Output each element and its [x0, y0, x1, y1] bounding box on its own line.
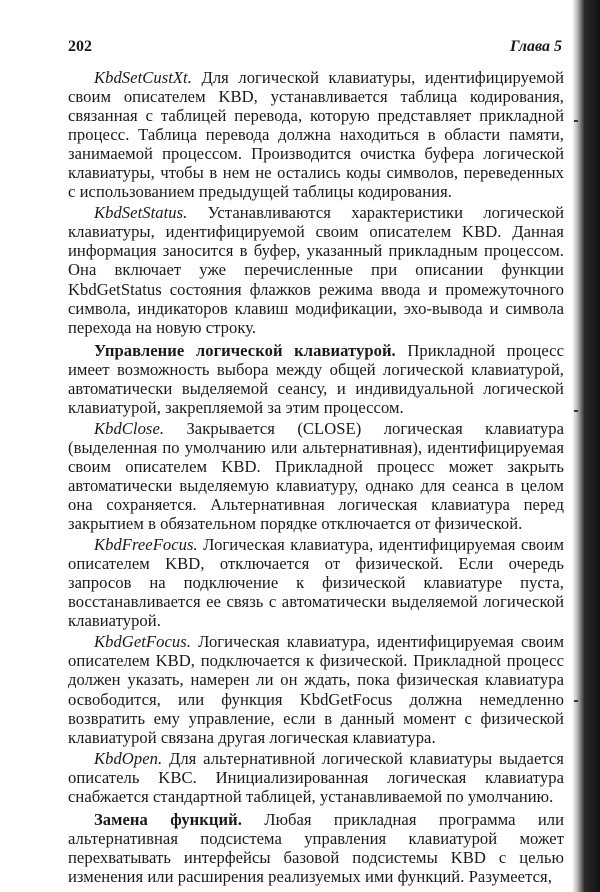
term-kbdclose: KbdClose. — [94, 418, 165, 438]
paragraph-text: Логическая клавиатура, идентифицируемая своим описателем KBD, подключается к физической. Прикладной процесс должен указать, намерен ли он ждать, пока физическая клавиатура освободится, или функция KbdGetFocus должна немедленно возвратить ему управление, если в данный момент с физической клавиатурой связана другая логическая клавиатура. — [68, 632, 564, 747]
paragraph-kbdfreefocus — [68, 535, 564, 630]
paragraph-kbdgetfocus — [68, 632, 564, 746]
scan-speck — [574, 410, 578, 412]
chapter-title: Глава 5 — [509, 38, 562, 55]
paragraph-kbdopen — [68, 749, 564, 806]
term-kbdfreefocus: KbdFreeFocus. — [94, 535, 198, 555]
paragraph-text: Устанавливаются характеристики логической клавиатуры, идентифицируемой своим описателем KBD. Данная информация заносится в буфер, указанный прикладным процессом. Она включает уже перечисленные при описании функции KbdGetStatus состояния флажков режима ввода и промежуточного символа, индикаторов клавиш модификации, эхо-вывода и символа перехода на новую строку. — [68, 203, 564, 337]
page-number: 202 — [68, 38, 92, 55]
page-body — [68, 68, 564, 886]
paragraph-kbdsetcustxt — [68, 68, 564, 201]
paragraph-text: Логическая клавиатура, идентифицируемая своим описателем KBD, отключается от физической. Если очередь запросов на подключение к физической клавиатуре пуста, восстанавливается ее связь с автоматически выделяемой логической клавиатурой. — [68, 535, 564, 631]
scan-edge-shadow — [572, 0, 600, 892]
section-heading-keyboard-management: Управление логической клавиатурой. — [94, 340, 396, 360]
scan-speck — [574, 120, 578, 122]
term-kbdsetstatus: KbdSetStatus. — [94, 203, 188, 223]
paragraph-text: Для альтернативной логической клавиатуры выдается описатель KBC. Инициализированная логическая клавиатура снабжается стандартной таблицей, устанавливаемой по умолчанию. — [68, 748, 564, 806]
term-kbdgetfocus: KbdGetFocus. — [94, 632, 191, 652]
paragraph-text: Для логической клавиатуры, идентифицируемой своим описателем KBD, устанавливается таблица кодирования, связанная с таблицей перевода, которую представляет прикладной процесс. Таблица перевода должна находиться в области памяти, занимаемой процессом. Производится очистка буфера логической клавиатуры, чтобы в нем не остались коды символов, переведенных с использованием предыдущей таблицы кодирования. — [68, 68, 564, 202]
scan-speck — [574, 700, 578, 702]
section-function-replacement — [68, 810, 564, 886]
term-kbdsetcustxt: KbdSetCustXt. — [94, 68, 192, 87]
running-header — [68, 38, 562, 56]
term-kbdopen: KbdOpen. — [94, 748, 163, 768]
paragraph-text: Закрывается (CLOSE) логическая клавиатура (выделенная по умолчанию или альтернативная), идентифицируемая своим описателем KBD. Прикладной процесс может закрыть автоматически выделяемую клавиатуру, однако для сеанса в целом она сохраняется. Альтернативная логическая клавиатура перед закрытием в обязательном порядке отключается от физической. — [68, 418, 564, 534]
paragraph-kbdclose — [68, 419, 564, 533]
paragraph-text: Прикладной процесс имеет возможность выбора между общей логической клавиатурой, автоматически выделяемой сеансу, и индивидуальной логической клавиатурой, закрепляемой за этим процессом. — [68, 340, 564, 417]
paragraph-kbdsetstatus — [68, 203, 564, 336]
paragraph-text: Любая прикладная программа или альтернативная подсистема управления клавиатурой может перехватывать интерфейсы базовой подсистемы KBD с целью изменения или расширения реализуемых ими функций. Разумеется, — [68, 809, 565, 886]
section-heading-function-replacement: Замена функций. — [94, 809, 242, 829]
section-keyboard-management — [68, 341, 564, 417]
